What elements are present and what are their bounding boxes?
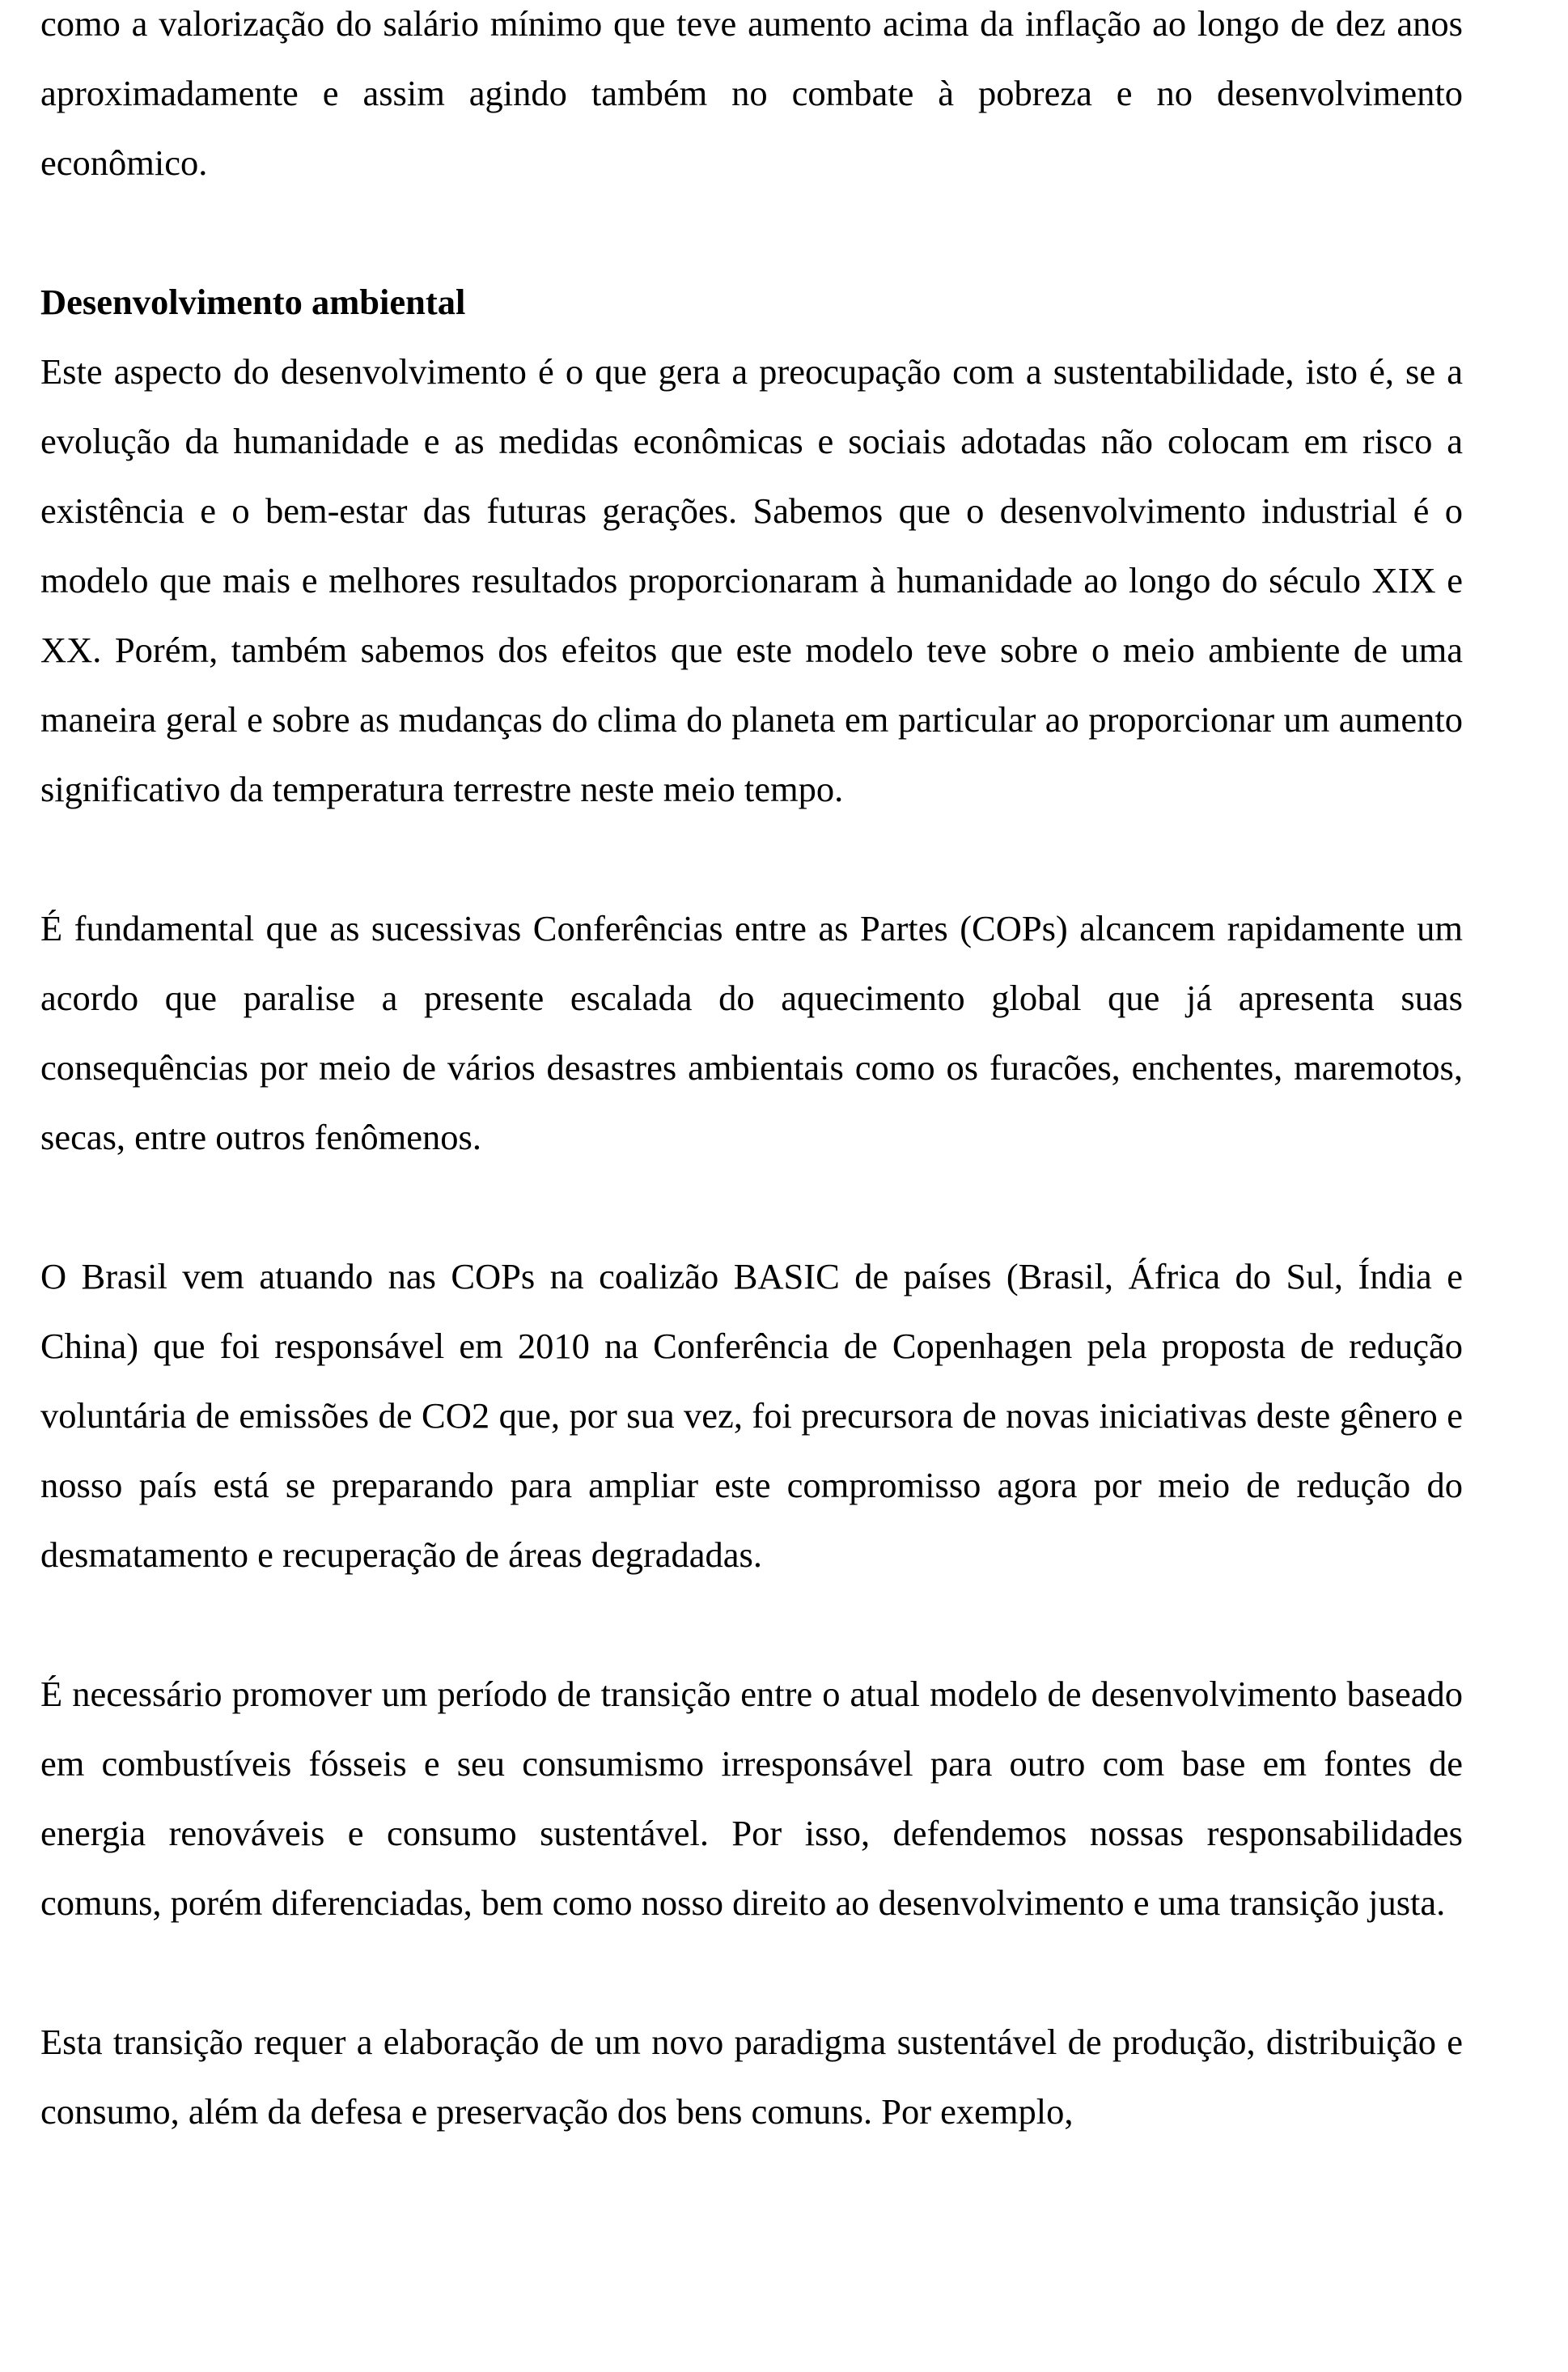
paragraph-section-body: Este aspecto do desenvolvimento é o que gera a preocupação com a sustentabilidade, isto é, se a evolução da humanidade e as medidas econômicas e sociais adotadas não colocam em risco a existência e o bem-estar das futuras gerações. Sabemos que o desenvolvimento industrial é o modelo que mais e melhores resultados proporcionaram à humanidade ao longo do século XIX e XX. Porém, também sabemos dos efeitos que este modelo teve sobre o meio ambiente de uma maneira geral e sobre as mudanças do clima do planeta em particular ao proporcionar um aumento significativo da temperatura terrestre neste meio tempo. xyxy=(40,351,1463,809)
paragraph-intro-continuation: como a valorização do salário mínimo que teve aumento acima da inflação ao longo de dez anos aproximadamente e assim agindo também no combate à pobreza e no desenvolvimento econômico. xyxy=(40,3,1463,183)
paragraph-paradigm: Esta transição requer a elaboração de um novo paradigma sustentável de produção, distribuição e consumo, além da defesa e preservação dos bens comuns. Por exemplo, xyxy=(40,2022,1463,2132)
paragraph-brasil-basic: O Brasil vem atuando nas COPs na coalizão BASIC de países (Brasil, África do Sul, Índia e China) que foi responsável em 2010 na Conferência de Copenhagen pela proposta de redução voluntária de emissões de CO2 que, por sua vez, foi precursora de novas iniciativas deste gênero e nosso país está se preparando para ampliar este compromisso agora por meio de redução do desmatamento e recuperação de áreas degradadas. xyxy=(40,1256,1463,1575)
paragraph-cops: É fundamental que as sucessivas Conferências entre as Partes (COPs) alcancem rapidamente um acordo que paralise a presente escalada do aquecimento global que já apresenta suas consequências por meio de vários desastres ambientais como os furacões, enchentes, maremotos, secas, entre outros fenômenos. xyxy=(40,908,1463,1157)
paragraph-transition: É necessário promover um período de transição entre o atual modelo de desenvolvimento baseado em combustíveis fósseis e seu consumismo irresponsável para outro com base em fontes de energia renováveis e consumo sustentável. Por isso, defendemos nossas responsabilidades comuns, porém diferenciadas, bem como nosso direito ao desenvolvimento e uma transição justa. xyxy=(40,1674,1463,1923)
section-environmental-development xyxy=(40,267,1463,824)
section-heading: Desenvolvimento ambiental xyxy=(40,282,466,322)
document-body xyxy=(40,0,1463,2216)
